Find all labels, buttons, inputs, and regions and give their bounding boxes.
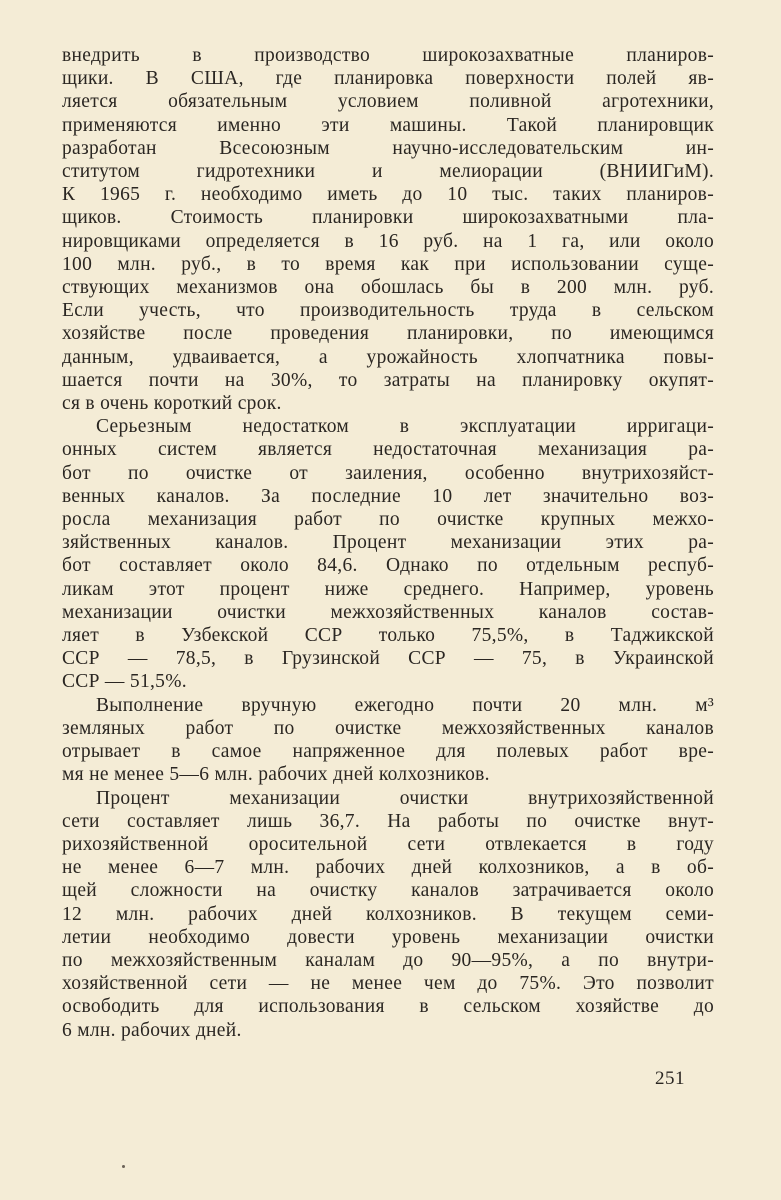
text-line: летии необходимо довести уровень механизации очистки bbox=[62, 926, 714, 948]
text-line: зяйственных каналов. Процент механизации этих ра- bbox=[62, 532, 714, 554]
text-line: Процент механизации очистки внутрихозяйственной bbox=[96, 787, 714, 809]
text-line: шается почти на 30%, то затраты на планировку окупят- bbox=[62, 369, 714, 391]
text-line: онных систем является недостаточная механизация ра- bbox=[62, 439, 714, 461]
text-line: земляных работ по очистке межхозяйственных каналов bbox=[62, 717, 714, 739]
text-line: щики. В США, где планировка поверхности полей яв- bbox=[62, 68, 714, 90]
text-line: внедрить в производство широкозахватные планиров- bbox=[62, 45, 714, 66]
text-line: щей сложности на очистку каналов затрачивается около bbox=[62, 880, 714, 902]
text-line: ССР — 78,5, в Грузинской ССР — 75, в Украинской bbox=[62, 648, 714, 670]
text-line: рихозяйственной оросительной сети отвлекается в году bbox=[62, 833, 714, 855]
text-line: хозяйственной сети — не менее чем до 75%. Это позволит bbox=[62, 973, 714, 995]
text-line: ССР — 51,5%. bbox=[62, 671, 187, 693]
paragraph bbox=[62, 415, 714, 693]
text-line: 6 млн. рабочих дней. bbox=[62, 1019, 242, 1041]
text-line: механизации очистки межхозяйственных каналов состав- bbox=[62, 601, 714, 623]
text-line: 12 млн. рабочих дней колхозников. В текущем семи- bbox=[62, 903, 714, 925]
text-line: ститутом гидротехники и мелиорации (ВНИИГиМ). bbox=[62, 161, 714, 183]
text-line: ствующих механизмов она обошлась бы в 200 млн. руб. bbox=[62, 277, 714, 299]
text-line: данным, удваивается, а урожайность хлопчатника повы- bbox=[62, 346, 714, 368]
page-number: 251 bbox=[655, 1068, 685, 1089]
body-text bbox=[62, 44, 714, 1042]
text-line: по межхозяйственным каналам до 90—95%, а по внутри- bbox=[62, 949, 714, 971]
text-line: венных каналов. За последние 10 лет значительно воз- bbox=[62, 485, 714, 507]
text-line: применяются именно эти машины. Такой планировщик bbox=[62, 114, 714, 136]
text-line: бот по очистке от заиления, особенно внутрихозяйст- bbox=[62, 462, 714, 484]
text-line: освободить для использования в сельском хозяйстве до bbox=[62, 996, 714, 1018]
text-line: Серьезным недостатком в эксплуатации ирригаци- bbox=[96, 416, 714, 438]
text-line: щиков. Стоимость планировки широкозахватными пла- bbox=[62, 207, 714, 229]
text-line: нировщиками определяется в 16 руб. на 1 га, или около bbox=[62, 230, 714, 252]
paper-speck bbox=[122, 1165, 125, 1168]
text-line: 100 млн. руб., в то время как при использовании суще- bbox=[62, 253, 714, 275]
text-line: росла механизация работ по очистке крупных межхо- bbox=[62, 509, 714, 531]
text-line: ляется обязательным условием поливной агротехники, bbox=[62, 91, 714, 113]
text-line: Выполнение вручную ежегодно почти 20 млн. м³ bbox=[96, 694, 714, 716]
text-line: сети составляет лишь 36,7. На работы по очистке внут- bbox=[62, 810, 714, 832]
text-line: Если учесть, что производительность труда в сельском bbox=[62, 300, 714, 322]
text-line: ся в очень короткий срок. bbox=[62, 393, 282, 415]
text-line: хозяйстве после проведения планировки, по имеющимся bbox=[62, 323, 714, 345]
text-line: отрывает в самое напряженное для полевых работ вре- bbox=[62, 741, 714, 763]
text-line: не менее 6—7 млн. рабочих дней колхозников, а в об- bbox=[62, 857, 714, 879]
paragraph bbox=[62, 694, 714, 787]
paragraph bbox=[62, 44, 714, 415]
text-line: разработан Всесоюзным научно-исследовательским ин- bbox=[62, 137, 714, 159]
text-line: мя не менее 5—6 млн. рабочих дней колхозников. bbox=[62, 764, 490, 786]
text-line: ликам этот процент ниже среднего. Например, уровень bbox=[62, 578, 714, 600]
text-line: К 1965 г. необходимо иметь до 10 тыс. таких планиров- bbox=[62, 184, 714, 206]
text-line: ляет в Узбекской ССР только 75,5%, в Таджикской bbox=[62, 625, 714, 647]
paragraph bbox=[62, 787, 714, 1042]
text-line: бот составляет около 84,6. Однако по отдельным респуб- bbox=[62, 555, 714, 577]
